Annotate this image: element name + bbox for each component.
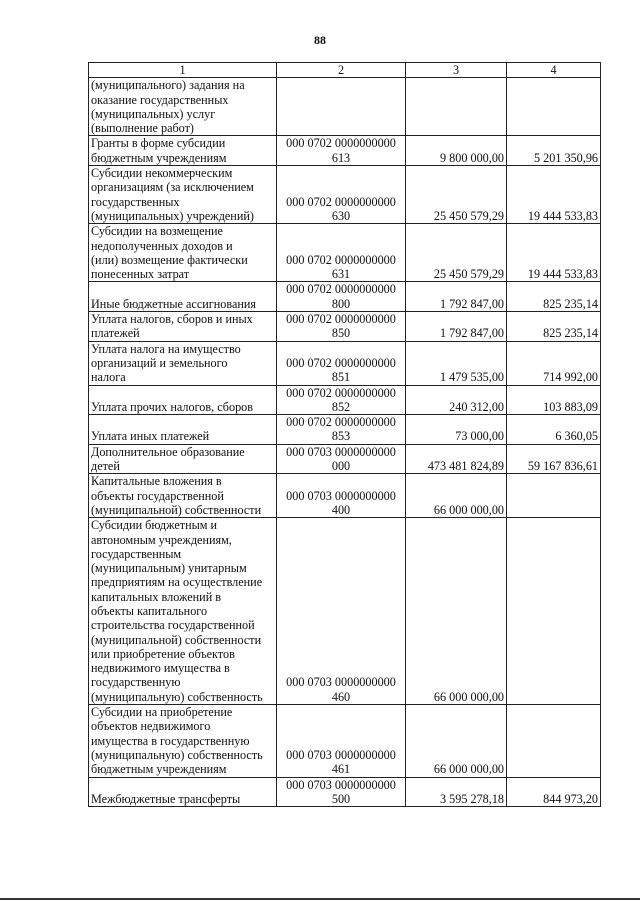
item-name: Капитальные вложения в объекты государственной (муниципальной) собственности [91,474,262,517]
table-row [89,166,601,224]
amount-col-3: 240 312,00 [406,385,507,415]
item-name-cell [89,136,277,166]
amount-col-4: 825 235,14 [507,312,601,342]
item-name: Межбюджетные трансферты [91,791,241,806]
budget-code: 000 0702 0000000000 853 [286,415,396,444]
budget-table [88,62,601,807]
budget-code: 000 0703 0000000000 461 [286,747,396,777]
table-row [89,224,601,282]
budget-code: 000 0702 0000000000 800 [286,282,396,311]
item-name-cell [89,474,277,518]
item-name: Субсидии на возмещение недополученных доходов и (или) возмещение фактически понесенных затрат [91,224,248,282]
budget-code-cell [277,518,406,705]
amount-col-4: 5 201 350,96 [507,136,601,166]
table-row [89,385,601,415]
budget-code: 000 0702 0000000000 613 [286,136,396,165]
amount-col-4: 844 973,20 [507,777,601,807]
item-name: Дополнительное образование детей [91,444,245,474]
header-col-2: 2 [277,63,406,78]
item-name: Субсидии бюджетным и автономным учреждениям, государственным (муниципальным) унитарным предприятиям на осуществление капитальных вложений в объекты капитального строительства государственной (муниципальной) собственности или приобретение объектов недвижимого имущества в государственную (муниципальную) собственность [91,518,263,704]
table-row [89,415,601,445]
item-name-cell [89,78,277,136]
item-name: Гранты в форме субсидии бюджетным учреждениям [91,136,227,165]
amount-col-4: 59 167 836,61 [507,444,601,474]
table-header-row [89,63,601,78]
page-number: 88 [314,33,326,47]
budget-code-cell [277,282,406,312]
amount-col-4: 19 444 533,83 [507,166,601,224]
amount-col-3: 1 792 847,00 [406,312,507,342]
item-name: Уплата налогов, сборов и иных платежей [91,312,253,341]
table-row [89,777,601,807]
item-name-cell [89,415,277,445]
amount-col-4: 6 360,05 [507,415,601,445]
budget-code: 000 0702 0000000000 630 [286,194,396,223]
budget-code: 000 0702 0000000000 850 [286,312,396,341]
table-row [89,705,601,777]
amount-col-3: 73 000,00 [406,415,507,445]
budget-code: 000 0703 0000000000 400 [286,488,396,517]
amount-col-4 [507,474,601,518]
item-name: Субсидии некоммерческим организациям (за исключением государственных (муниципальных) учреждений) [91,166,254,223]
header-col-4: 4 [507,63,601,78]
budget-code-cell [277,444,406,474]
table-row [89,518,601,705]
budget-code-cell [277,777,406,807]
table-row [89,282,601,312]
budget-code: 000 0702 0000000000 851 [286,355,396,385]
amount-col-4 [507,78,601,136]
budget-code-cell [277,385,406,415]
amount-col-4: 714 992,00 [507,341,601,385]
item-name: (муниципального) задания на оказание государственных (муниципальных) услуг (выполнение работ) [91,78,245,136]
amount-col-4 [507,705,601,777]
item-name-cell [89,705,277,777]
item-name: Субсидии на приобретение объектов недвижимого имущества в государственную (муниципальную) собственность бюджетным учреждениям [91,705,263,777]
budget-code-cell [277,312,406,342]
header-col-3: 3 [406,63,507,78]
budget-code: 000 0703 0000000000 500 [286,777,396,806]
item-name: Уплата иных платежей [91,429,210,444]
table-row [89,444,601,474]
amount-col-4: 825 235,14 [507,282,601,312]
table-row [89,474,601,518]
amount-col-3: 66 000 000,00 [406,474,507,518]
item-name: Уплата налога на имущество организаций и земельного налога [91,341,241,385]
amount-col-4: 19 444 533,83 [507,224,601,282]
budget-code: 000 0703 0000000000 000 [286,444,396,474]
table-row [89,78,601,136]
item-name-cell [89,224,277,282]
table-row [89,136,601,166]
table-row [89,341,601,385]
budget-table-body [89,63,601,807]
amount-col-3: 3 595 278,18 [406,777,507,807]
item-name-cell [89,444,277,474]
amount-col-3: 25 450 579,29 [406,224,507,282]
budget-code-cell [277,166,406,224]
amount-col-3: 66 000 000,00 [406,518,507,705]
amount-col-3: 473 481 824,89 [406,444,507,474]
amount-col-3 [406,78,507,136]
amount-col-4: 103 883,09 [507,385,601,415]
table-row [89,312,601,342]
amount-col-3: 9 800 000,00 [406,136,507,166]
budget-code-cell [277,341,406,385]
amount-col-3: 1 479 535,00 [406,341,507,385]
budget-code-cell [277,136,406,166]
budget-code: 000 0702 0000000000 852 [286,385,396,414]
budget-code-cell [277,705,406,777]
budget-code-cell [277,474,406,518]
item-name: Уплата прочих налогов, сборов [91,399,254,414]
amount-col-3: 25 450 579,29 [406,166,507,224]
header-col-1: 1 [89,63,277,78]
item-name-cell [89,312,277,342]
item-name: Иные бюджетные ассигнования [91,296,257,311]
budget-code-cell [277,415,406,445]
amount-col-4 [507,518,601,705]
item-name-cell [89,385,277,415]
budget-code-cell [277,224,406,282]
item-name-cell [89,282,277,312]
item-name-cell [89,777,277,807]
budget-code-cell [277,78,406,136]
budget-code: 000 0703 0000000000 460 [286,675,396,704]
page-bottom-edge [0,898,640,900]
amount-col-3: 66 000 000,00 [406,705,507,777]
budget-code: 000 0702 0000000000 631 [286,252,396,282]
amount-col-3: 1 792 847,00 [406,282,507,312]
item-name-cell [89,166,277,224]
item-name-cell [89,518,277,705]
item-name-cell [89,341,277,385]
